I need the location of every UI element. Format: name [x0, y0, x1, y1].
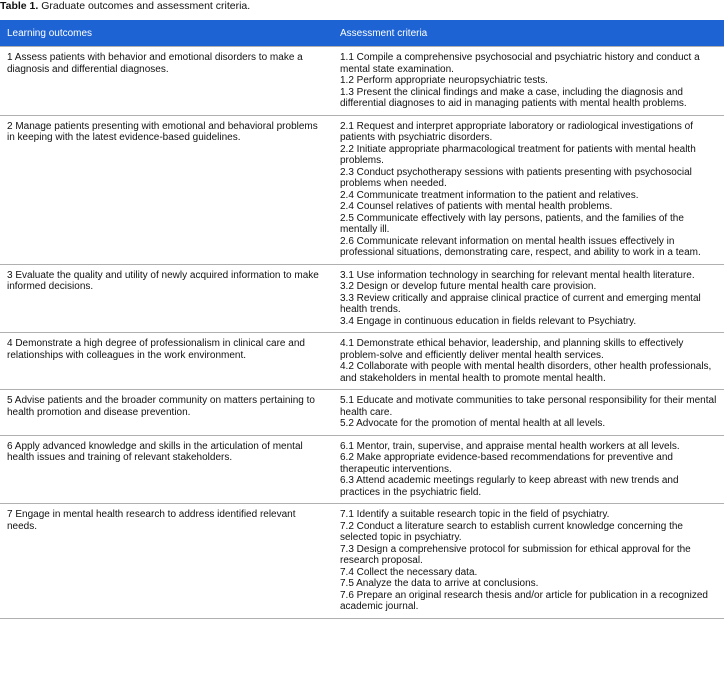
criterion-item: 4.2 Collaborate with people with mental health disorders, other health professionals, and stakeholders in mental health to promote mental health. [340, 361, 712, 384]
criterion-item: 2.6 Communicate relevant information on mental health issues effectively in professional situations, demonstrating care, respect, and ability to work in a team. [340, 235, 701, 258]
criterion-item: 6.3 Attend academic meetings regularly to keep abreast with new trends and practices in the psychiatric field. [340, 475, 679, 498]
table-row [0, 333, 724, 390]
criterion-item: 2.1 Request and interpret appropriate laboratory or radiological investigations of patients with psychiatric disorders. [340, 120, 693, 143]
learning-outcome-cell: 4 Demonstrate a high degree of professionalism in clinical care and relationships with colleagues in the work environment. [0, 333, 333, 390]
table-row [0, 390, 724, 436]
table-row [0, 264, 724, 333]
criterion-item: 3.1 Use information technology in searching for relevant mental health literature. [340, 269, 695, 281]
criterion-item: 1.2 Perform appropriate neuropsychiatric tests. [340, 75, 548, 86]
criterion-item: 7.1 Identify a suitable research topic in the field of psychiatry. [340, 509, 610, 520]
criterion-item: 3.4 Engage in continuous education in fields relevant to Psychiatry. [340, 315, 637, 327]
criterion-item: 7.6 Prepare an original research thesis and/or article for publication in a recognized academic journal. [340, 589, 708, 612]
table-caption-text: Graduate outcomes and assessment criteria. [41, 0, 251, 12]
criterion-item: 4.1 Demonstrate ethical behavior, leadership, and planning skills to effectively problem-solve and efficiently deliver mental health services. [340, 338, 684, 361]
criterion-item: 5.1 Educate and motivate communities to take personal responsibility for their mental health care. [340, 395, 717, 418]
criterion-item: 1.3 Present the clinical findings and make a case, including the diagnosis and differential diagnoses to aid in managing patients with mental health problems. [340, 86, 687, 109]
criterion-item: 3.3 Review critically and appraise clinical practice of current and emerging mental health trends. [340, 292, 701, 315]
table-row [0, 435, 724, 504]
criterion-item: 5.2 Advocate for the promotion of mental health at all levels. [340, 418, 606, 429]
assessment-criteria-cell [333, 47, 724, 116]
criterion-item: 7.5 Analyze the data to arrive at conclusions. [340, 578, 539, 589]
header-learning-outcomes: Learning outcomes [0, 20, 333, 47]
assessment-criteria-cell [333, 264, 724, 333]
criterion-item: 6.1 Mentor, train, supervise, and appraise mental health workers at all levels. [340, 440, 680, 452]
table-row [0, 47, 724, 116]
learning-outcome-cell: 7 Engage in mental health research to address identified relevant needs. [0, 504, 333, 619]
criterion-item: 2.4 Communicate treatment information to the patient and relatives. [340, 189, 639, 201]
learning-outcome-cell: 1 Assess patients with behavior and emotional disorders to make a diagnosis and differential diagnoses. [0, 47, 333, 116]
learning-outcome-cell: 2 Manage patients presenting with emotional and behavioral problems in keeping with the latest evidence-based guidelines. [0, 115, 333, 264]
table-header-row [0, 20, 724, 47]
criterion-item: 2.2 Initiate appropriate pharmacological treatment for patients with mental health problems. [340, 143, 696, 166]
learning-outcome-cell: 5 Advise patients and the broader community on matters pertaining to health promotion and disease prevention. [0, 390, 333, 436]
criterion-item: 2.3 Conduct psychotherapy sessions with patients presenting with psychosocial problems when needed. [340, 166, 692, 189]
learning-outcome-cell: 6 Apply advanced knowledge and skills in the articulation of mental health issues and training of relevant stakeholders. [0, 435, 333, 504]
header-assessment-criteria: Assessment criteria [333, 20, 724, 47]
table-row [0, 504, 724, 619]
criterion-item: 3.2 Design or develop future mental health care provision. [340, 281, 597, 292]
criterion-item: 1.1 Compile a comprehensive psychosocial and psychiatric history and conduct a mental state examination. [340, 52, 700, 75]
criterion-item: 2.5 Communicate effectively with lay persons, patients, and the families of the mentally ill. [340, 212, 684, 235]
criterion-item: 7.2 Conduct a literature search to establish current knowledge concerning the selected topic in psychiatry. [340, 520, 683, 543]
criterion-item: 6.2 Make appropriate evidence-based recommendations for preventive and therapeutic interventions. [340, 452, 673, 475]
learning-outcome-cell: 3 Evaluate the quality and utility of newly acquired information to make informed decisions. [0, 264, 333, 333]
criterion-item: 2.4 Counsel relatives of patients with mental health problems. [340, 201, 613, 212]
outcomes-table [0, 20, 724, 619]
assessment-criteria-cell [333, 435, 724, 504]
assessment-criteria-cell [333, 390, 724, 436]
assessment-criteria-cell [333, 333, 724, 390]
criterion-item: 7.4 Collect the necessary data. [340, 566, 478, 578]
table-caption [0, 0, 250, 12]
table-body [0, 47, 724, 619]
table-caption-label: Table 1. [0, 0, 39, 12]
assessment-criteria-cell [333, 504, 724, 619]
table-row [0, 115, 724, 264]
assessment-criteria-cell [333, 115, 724, 264]
criterion-item: 7.3 Design a comprehensive protocol for submission for ethical approval for the research proposal. [340, 543, 691, 566]
